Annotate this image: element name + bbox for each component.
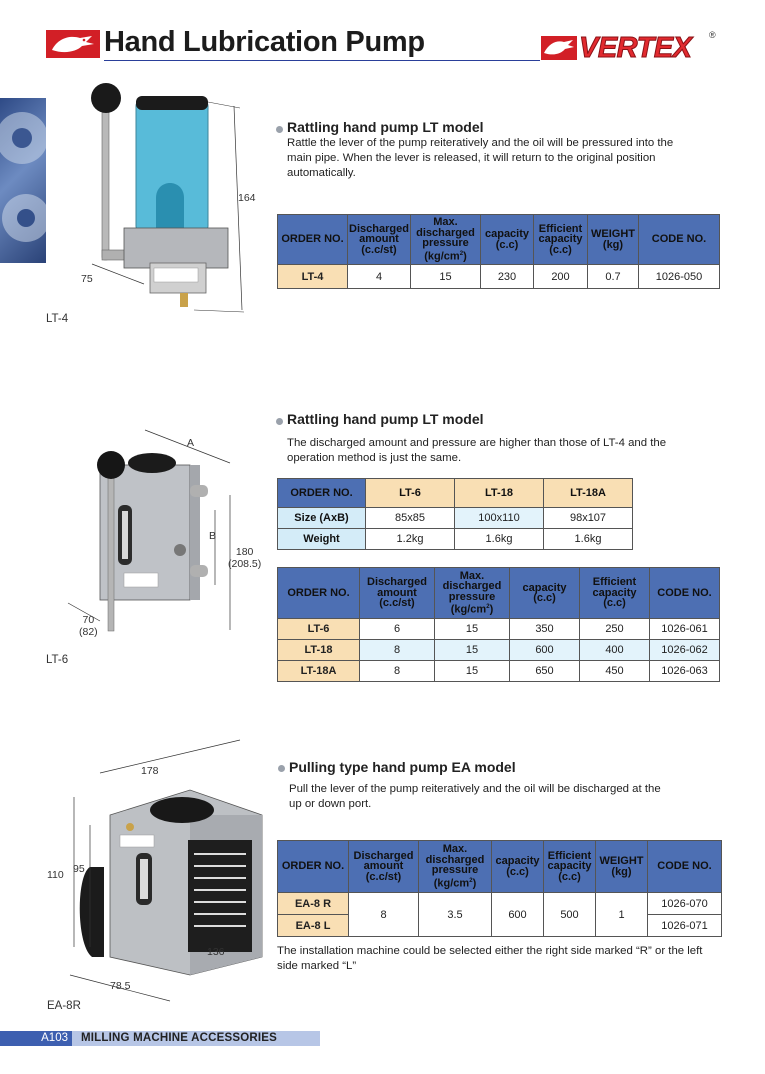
table-row <box>278 661 720 682</box>
col-header-capacity: capacity (c.c) <box>481 215 534 265</box>
cell-pressure: 15 <box>435 640 510 661</box>
cell-discharged: 4 <box>348 265 411 289</box>
size-cell: 98x107 <box>544 508 633 529</box>
col-header-efficient: Efficient capacity (c.c) <box>580 568 650 619</box>
table-row <box>278 529 633 550</box>
section1-desc-line: Rattle the lever of the pump reiteratively and the oil will be pressured into the <box>287 137 674 149</box>
cell-efficient: 400 <box>580 640 650 661</box>
lt6-pump-image <box>40 425 270 655</box>
cell-capacity: 650 <box>510 661 580 682</box>
section2-title: Rattling hand pump LT model <box>287 411 484 427</box>
col-header-order: ORDER NO. <box>278 215 348 265</box>
cell-efficient: 250 <box>580 619 650 640</box>
lt6-height-alt-value: (208.5) <box>228 558 262 570</box>
col-header-capacity: capacity (c.c) <box>492 841 544 893</box>
brand-eagle-icon <box>541 36 577 60</box>
col-header-pressure: Max. discharged pressure $(kg/cm^2)$ <box>435 568 510 619</box>
size-header-lt18: LT-18 <box>455 479 544 508</box>
ea8r-height-dimension: 110 <box>47 869 64 881</box>
footer-category: MILLING MACHINE ACCESSORIES <box>81 1032 278 1044</box>
section1-desc-line: automatically. <box>287 167 356 179</box>
lt6-depth-alt-value: (82) <box>79 626 98 638</box>
weight-cell: 1.6kg <box>455 529 544 550</box>
col-header-discharged: Discharged amount (c.c/st) <box>349 841 419 893</box>
lt-size-table <box>277 478 633 550</box>
weight-cell: 1.2kg <box>366 529 455 550</box>
side-photo-strip <box>0 98 46 263</box>
page-title: Hand Lubrication Pump <box>104 26 425 58</box>
section3-description <box>289 782 661 812</box>
col-header-order: ORDER NO. <box>278 841 349 893</box>
cell-discharged: 8 <box>349 893 419 937</box>
ea8r-inner-dimension: 95 <box>73 863 85 875</box>
lt4-pump-image <box>84 78 264 318</box>
size-header-lt18a: LT-18A <box>544 479 633 508</box>
lt6-height-value: 180 <box>235 546 254 558</box>
col-header-discharged: Discharged amount (c.c/st) <box>360 568 435 619</box>
section2-desc-line: The discharged amount and pressure are higher than those of LT-4 and the <box>287 437 667 449</box>
size-cell: 100x110 <box>455 508 544 529</box>
col-header-pressure: Max. discharged pressure $(kg/cm^2)$ <box>419 841 492 893</box>
lt6-model-label: LT-6 <box>46 654 69 666</box>
cell-discharged: 8 <box>360 640 435 661</box>
col-header-weight: WEIGHT (kg) <box>596 841 648 893</box>
ea8r-model-label: EA-8R <box>47 1000 81 1012</box>
lt6-depth-value: 70 <box>82 614 95 626</box>
section3-title: Pulling type hand pump EA model <box>289 759 516 775</box>
cell-order: LT-18A <box>278 661 360 682</box>
size-header-lt6: LT-6 <box>366 479 455 508</box>
cell-code: 1026-061 <box>650 619 720 640</box>
size-header-order: ORDER NO. <box>278 479 366 508</box>
cell-capacity: 230 <box>481 265 534 289</box>
section1-description <box>287 136 673 181</box>
weight-row-label: Weight <box>278 529 366 550</box>
section1-desc-line: main pipe. When the lever is released, it will return to the original position <box>287 152 656 164</box>
lt6-dim-b: B <box>209 530 217 542</box>
cell-efficient: 500 <box>544 893 596 937</box>
brand-logo <box>541 30 719 64</box>
cell-weight: 1 <box>596 893 648 937</box>
weight-cell: 1.6kg <box>544 529 633 550</box>
installation-note: The installation machine could be selected either the right side marked “R” or the left side marked “L” <box>277 945 703 972</box>
cell-weight: 0.7 <box>588 265 639 289</box>
col-header-code: CODE NO. <box>648 841 722 893</box>
table-row <box>278 640 720 661</box>
cell-pressure: 15 <box>435 661 510 682</box>
table-row <box>278 619 720 640</box>
cell-pressure: 3.5 <box>419 893 492 937</box>
cell-code: 1026-050 <box>639 265 720 289</box>
lt4-depth-dimension: 75 <box>81 273 93 285</box>
cell-code: 1026-062 <box>650 640 720 661</box>
col-header-capacity: capacity (c.c) <box>510 568 580 619</box>
cell-efficient: 450 <box>580 661 650 682</box>
cell-order: EA-8 R <box>278 893 349 915</box>
col-header-pressure-text: Max. discharged pressure (kg/cm <box>416 216 475 263</box>
col-header-discharged: Discharged amount (c.c/st) <box>348 215 411 265</box>
lt4-spec-table <box>277 214 720 289</box>
cell-order: EA-8 L <box>278 915 349 937</box>
col-header-weight: WEIGHT (kg) <box>588 215 639 265</box>
ea8r-depth-dimension: 78.5 <box>110 980 131 992</box>
size-cell: 85x85 <box>366 508 455 529</box>
cell-discharged: 6 <box>360 619 435 640</box>
table-row <box>278 265 720 289</box>
bullet-icon <box>278 765 285 772</box>
cell-capacity: 350 <box>510 619 580 640</box>
cell-order: LT-18 <box>278 640 360 661</box>
section3-desc-line: up or down port. <box>289 798 372 810</box>
cell-efficient: 200 <box>534 265 588 289</box>
section2-description <box>287 436 666 466</box>
col-header-efficient: Efficient capacity (c.c) <box>534 215 588 265</box>
ea-spec-table <box>277 840 722 937</box>
title-underline <box>104 60 540 61</box>
cell-capacity: 600 <box>510 640 580 661</box>
brand-name: VERTEX <box>579 32 692 64</box>
section3-desc-line: Pull the lever of the pump reiteratively and the oil will be discharged at the <box>289 783 661 795</box>
cell-order: LT-6 <box>278 619 360 640</box>
col-header-pressure-text: Max. discharged pressure (kg/cm <box>425 843 485 890</box>
cell-code: 1026-070 <box>648 893 722 915</box>
col-header-code: CODE NO. <box>650 568 720 619</box>
lt6-depth-dimension <box>79 614 98 638</box>
cell-code: 1026-071 <box>648 915 722 937</box>
col-header-order: ORDER NO. <box>278 568 360 619</box>
lt4-model-label: LT-4 <box>46 313 69 325</box>
lt4-height-dimension: 164 <box>238 192 256 204</box>
cell-discharged: 8 <box>360 661 435 682</box>
cell-capacity: 600 <box>492 893 544 937</box>
bullet-icon <box>276 126 283 133</box>
section2-desc-line: operation method is just the same. <box>287 452 462 464</box>
lt6-height-dimension <box>228 546 261 570</box>
cell-code: 1026-063 <box>650 661 720 682</box>
ea8r-side-dimension: 136 <box>207 946 225 958</box>
ea8r-width-dimension: 178 <box>141 765 159 777</box>
cell-order: LT-4 <box>278 265 348 289</box>
cell-pressure: 15 <box>435 619 510 640</box>
bullet-icon <box>276 418 283 425</box>
size-row-label: Size (AxB) <box>278 508 366 529</box>
col-header-code: CODE NO. <box>639 215 720 265</box>
cell-pressure: 15 <box>411 265 481 289</box>
table-row <box>278 893 722 915</box>
col-header-efficient: Efficient capacity (c.c) <box>544 841 596 893</box>
col-header-pressure-text: Max. discharged pressure (kg/cm <box>442 569 502 616</box>
col-header-pressure: Max. discharged pressure $(kg/cm^2)$ <box>411 215 481 265</box>
section1-title: Rattling hand pump LT model <box>287 119 484 135</box>
header-logo-badge <box>46 30 100 58</box>
page-number: A103 <box>0 1031 72 1046</box>
brand-registered-mark: ® <box>709 30 716 40</box>
table-row <box>278 508 633 529</box>
lt-spec-table <box>277 567 720 682</box>
lt6-dim-a: A <box>187 437 195 449</box>
